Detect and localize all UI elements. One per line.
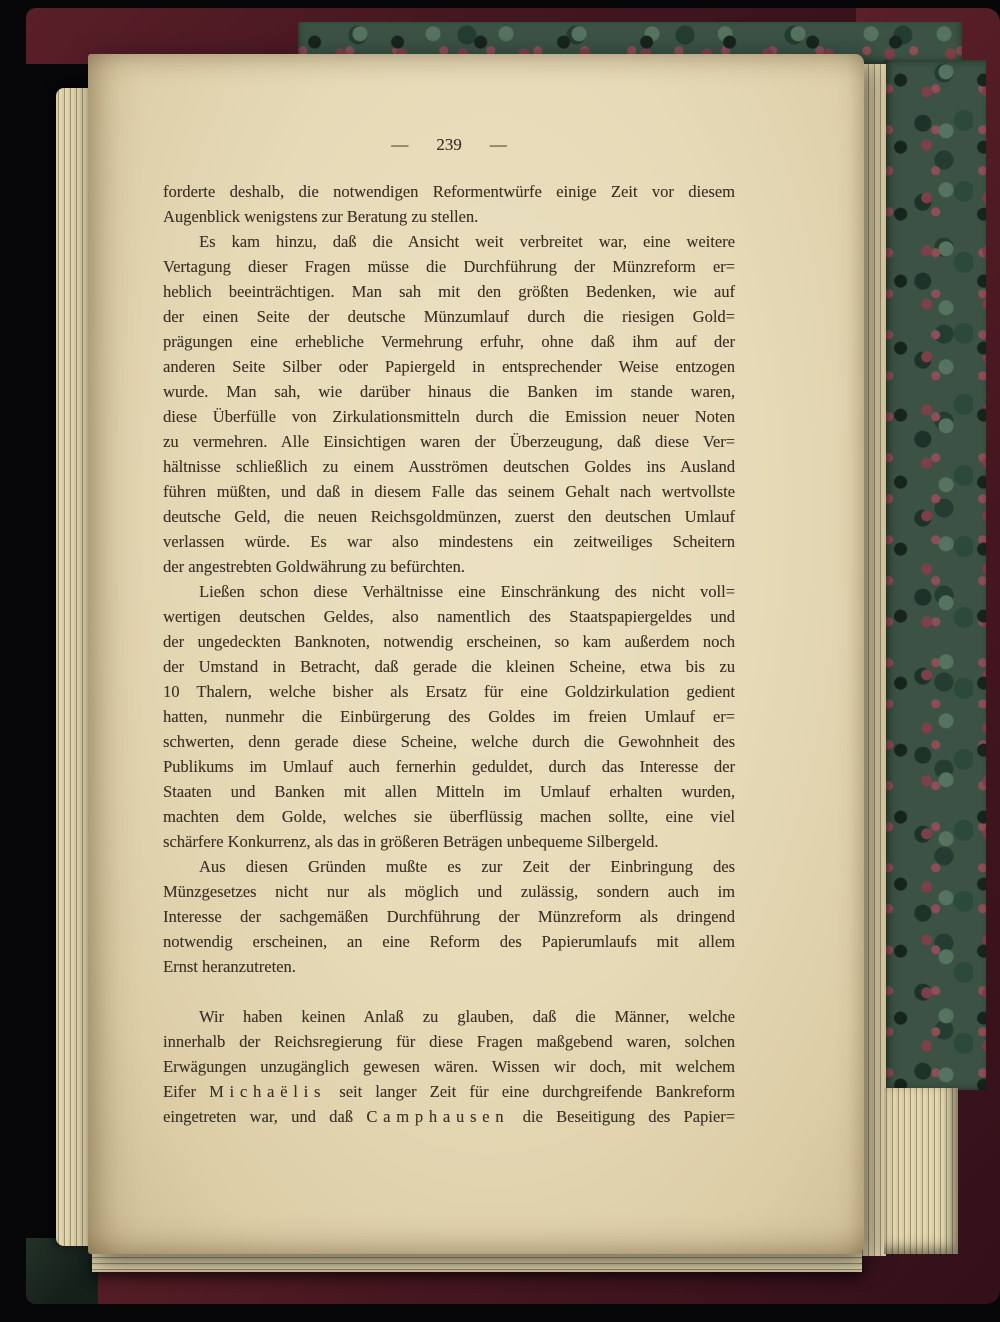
text-line: deutsche Geld, die neuen Reichsgoldmünzen, zuerst den deutschen Umlauf xyxy=(163,507,735,526)
paragraph xyxy=(163,854,735,979)
text-line: verlassen würde. Es war also mindestens ein zeitweiliges Scheitern xyxy=(163,532,735,551)
page-stack-right-lower xyxy=(884,1088,958,1254)
text-line: Ernst heranzutreten. xyxy=(163,957,296,976)
page-number xyxy=(163,132,735,157)
text-line: diese Überfülle von Zirkulationsmitteln durch die Emission neuer Noten xyxy=(163,407,735,426)
letterspaced-name: Michaëlis xyxy=(209,1082,327,1101)
text-line: notwendig erscheinen, an eine Reform des Papierumlaufs mit allem xyxy=(163,932,735,951)
paragraph xyxy=(163,1004,735,1129)
text-line: Augenblick wenigstens zur Beratung zu stellen. xyxy=(163,207,479,226)
text-line: hatten, nunmehr die Einbürgerung des Goldes im freien Umlauf er= xyxy=(163,707,735,726)
text-line: Münzgesetzes nicht nur als möglich und zulässig, sondern auch im xyxy=(163,882,735,901)
paragraph xyxy=(163,179,735,229)
text-line: Vertagung dieser Fragen müsse die Durchführung der Münzreform er= xyxy=(163,257,735,276)
text-line: Erwägungen unzugänglich gewesen wären. Wissen wir doch, mit welchem xyxy=(163,1057,735,1076)
page-number-dash-right: — xyxy=(489,135,507,154)
text-line: innerhalb der Reichsregierung für diese Fragen maßgebend waren, solchen xyxy=(163,1032,735,1051)
text-line: führen müßten, und daß in diesem Falle das seinem Gehalt nach wertvollste xyxy=(163,482,735,501)
text-line: heblich beeinträchtigen. Man sah mit den größten Bedenken, wie auf xyxy=(163,282,735,301)
text-line: eingetreten war, und daß Camphausen die Beseitigung des Papier= xyxy=(163,1107,735,1126)
text-line: schwerten, denn gerade diese Scheine, welche durch die Gewohnheit des xyxy=(163,732,735,751)
text-line: machten dem Golde, welches sie überflüssig machen sollte, eine viel xyxy=(163,807,735,826)
text-line: Wir haben keinen Anlaß zu glauben, daß die Männer, welche xyxy=(199,1007,735,1026)
text-line: Es kam hinzu, daß die Ansicht weit verbreitet war, eine weitere xyxy=(199,232,735,251)
text-line: der Umstand in Betracht, daß gerade die kleinen Scheine, etwa bis zu xyxy=(163,657,735,676)
text-line: wurde. Man sah, wie darüber hinaus die Banken im stande waren, xyxy=(163,382,735,401)
paragraph xyxy=(163,579,735,854)
text-line: prägungen eine erhebliche Vermehrung erfuhr, ohne daß ihm auf der xyxy=(163,332,735,351)
page-number-value: 239 xyxy=(436,135,462,154)
text-line: der einen Seite der deutsche Münzumlauf durch die riesigen Gold= xyxy=(163,307,735,326)
text-line: der ungedeckten Banknoten, notwendig erscheinen, so kam außerdem noch xyxy=(163,632,735,651)
text-line: Ließen schon diese Verhältnisse eine Einschränkung des nicht voll= xyxy=(199,582,735,601)
text-line: forderte deshalb, die notwendigen Reformentwürfe einige Zeit vor diesem xyxy=(163,182,735,201)
text-line: Interesse der sachgemäßen Durchführung der Münzreform als dringend xyxy=(163,907,735,926)
book-page xyxy=(88,54,864,1254)
text-line: Eifer Michaëlis seit langer Zeit für eine durchgreifende Bankreform xyxy=(163,1082,736,1101)
text-line: schärfere Konkurrenz, als das in größeren Beträgen unbequeme Silbergeld. xyxy=(163,832,659,851)
marbled-fore-edge xyxy=(884,60,986,1090)
text-block xyxy=(163,132,735,1129)
page-stack-left xyxy=(56,88,90,1246)
text-line: der angestrebten Goldwährung zu befürchten. xyxy=(163,557,465,576)
page-number-dash-left: — xyxy=(391,135,409,154)
text-line: 10 Thalern, welche bisher als Ersatz für eine Goldzirkulation gedient xyxy=(163,682,735,701)
paragraph xyxy=(163,229,735,579)
text-line: Publikums im Umlauf auch fernerhin geduldet, durch das Interesse der xyxy=(163,757,735,776)
text-line: Aus diesen Gründen mußte es zur Zeit der Einbringung des xyxy=(199,857,735,876)
text-line: hältnisse schließlich zu einem Ausströmen deutschen Goldes ins Ausland xyxy=(163,457,735,476)
text-line: zu vermehren. Alle Einsichtigen waren der Überzeugung, daß diese Ver= xyxy=(163,432,735,451)
text-line: wertigen deutschen Geldes, also namentlich des Staatspapiergeldes und xyxy=(163,607,735,626)
text-line: Staaten und Banken mit allen Mitteln im Umlauf erhalten wurden, xyxy=(163,782,735,801)
letterspaced-name: Camphausen xyxy=(366,1107,510,1126)
text-line: anderen Seite Silber oder Papiergeld in entsprechender Weise entzogen xyxy=(163,357,735,376)
